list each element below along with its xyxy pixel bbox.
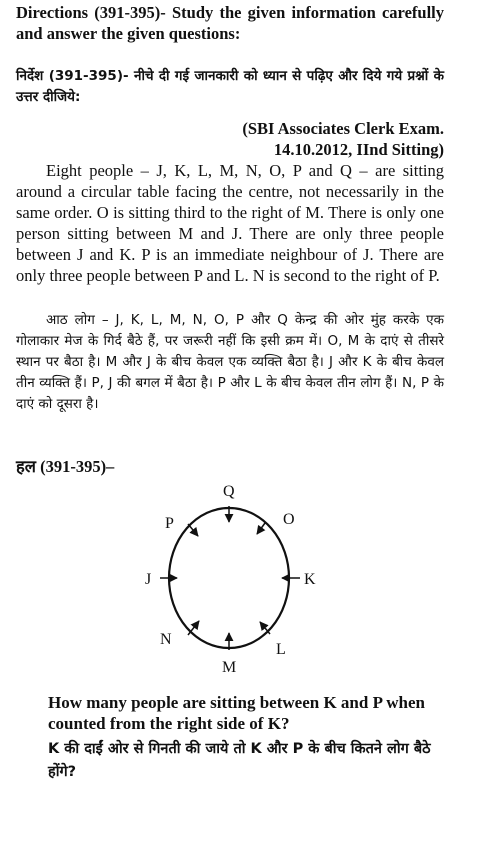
label-k: K xyxy=(304,571,316,588)
label-q: Q xyxy=(223,483,235,500)
arrow-n xyxy=(188,621,199,635)
label-o: O xyxy=(283,511,295,528)
label-j: J xyxy=(145,571,152,588)
label-m: M xyxy=(222,659,237,676)
label-p: P xyxy=(165,515,174,532)
arrow-p xyxy=(188,524,198,536)
label-n: N xyxy=(160,631,172,648)
solution-heading: हल (391-395)– xyxy=(16,457,115,476)
source-line-1: (SBI Associates Clerk Exam. xyxy=(242,119,444,138)
arrow-o xyxy=(257,523,265,534)
directions-english: Directions (391-395)- Study the given information carefully and answer the given questions: xyxy=(16,3,444,43)
seating-diagram xyxy=(0,478,479,688)
passage-hindi: आठ लोग – J, K, L, M, N, O, P और Q केन्द्र की ओर मुंह करके एक गोलाकार मेज के गिर्द बैठे हैं, पर जरूरी नहीं कि इसी क्रम में। O, M के दाएं से तीसरे स्थान पर बैठा है। M और J के बीच केवल एक व्यक्ति बैठा है। J और K के बीच केवल तीन व्यक्ति हैं। P, J की बगल में बैठा है। P और L के बीच केवल तीन लोग हैं। N, P के दाएं को दूसरा है। xyxy=(16,312,444,412)
source-line-2: 14.10.2012, IInd Sitting) xyxy=(273,140,444,159)
directions-hindi: निर्देश (391-395)- नीचे दी गई जानकारी को ध्यान से पढ़िए और दिये गये प्रश्नों के उत्तर दीजिये: xyxy=(16,68,444,105)
label-l: L xyxy=(276,641,286,658)
passage-english: Eight people – J, K, L, M, N, O, P and Q – are sitting around a circular table facing the centre, not necessarily in the same order. O is sitting third to the right of M. There is only one person sitting between M and J. There are only three people between J and K. P is an immediate neighbour of J. There are only three people between P and L. N is second to the right of P. xyxy=(16,161,444,285)
question-hindi: K की दाईं ओर से गिनती की जाये तो K और P के बीच कितने लोग बैठे होंगे? xyxy=(48,741,431,780)
question-english: How many people are sitting between K and P when counted from the right side of K? xyxy=(48,693,426,733)
arrow-l xyxy=(260,622,270,634)
round-table xyxy=(169,508,289,648)
